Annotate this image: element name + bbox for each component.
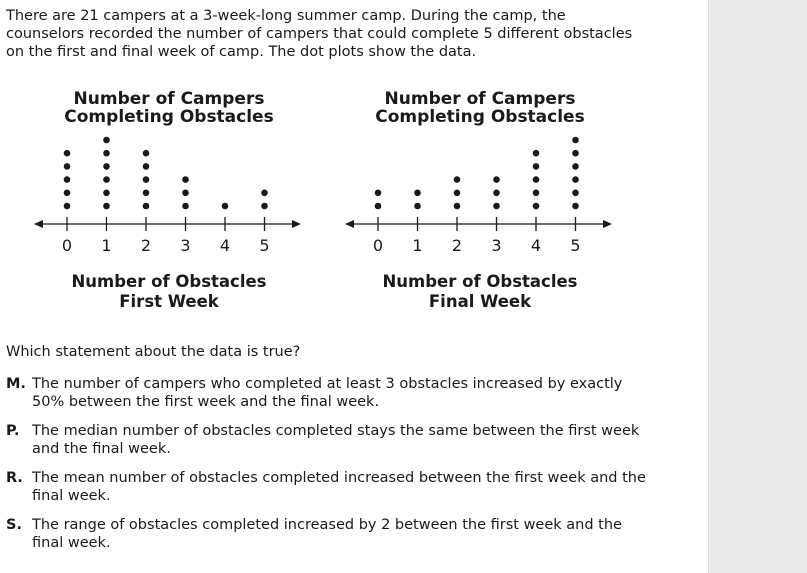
data-dot (261, 190, 268, 197)
data-dot (103, 150, 110, 157)
x-tick-label: 3 (180, 236, 191, 255)
data-dot (64, 150, 71, 157)
x-tick-label: 2 (451, 236, 463, 255)
data-dot (572, 137, 579, 144)
data-dot (375, 190, 382, 197)
choice-letter: R. (6, 470, 23, 486)
choice-text: The median number of obstacles completed stays the same between the first week and the final week. (32, 423, 640, 457)
x-tick-label: 1 (101, 236, 112, 255)
data-dot (414, 203, 421, 210)
first-week-dot-plot (24, 90, 314, 315)
choice-text: The mean number of obstacles completed increased between the first week and the final week. (32, 470, 646, 504)
axis-arrow-right (603, 220, 612, 228)
data-dot (143, 176, 150, 183)
data-dot (414, 190, 421, 197)
data-dot (103, 163, 110, 170)
choice-s[interactable] (6, 516, 656, 552)
right-side-panel (708, 0, 807, 573)
data-dot (572, 150, 579, 157)
data-dot (261, 203, 268, 210)
chart-title-line-1: Number of Campers (384, 89, 576, 109)
data-dot (182, 203, 189, 210)
data-dot (533, 176, 540, 183)
axis-arrow-left (34, 220, 43, 228)
data-dot (454, 190, 461, 197)
data-dot (103, 137, 110, 144)
data-dot (493, 176, 500, 183)
choice-text: The number of campers who completed at least 3 obstacles increased by exactly 50% between the first week and the final week. (32, 376, 623, 410)
final-week-dot-plot (335, 90, 625, 315)
data-dot (143, 163, 150, 170)
data-dot (572, 203, 579, 210)
choice-text: The range of obstacles completed increased by 2 between the first week and the final week. (32, 517, 622, 551)
dot-plot-svg (335, 90, 625, 270)
choice-letter: P. (6, 423, 20, 439)
choice-letter: M. (6, 376, 26, 392)
x-axis-title-line-1: Number of Obstacles (71, 272, 267, 291)
x-axis-title-line-2: Final Week (428, 292, 532, 311)
x-tick-label: 0 (61, 236, 73, 255)
answer-choices (6, 375, 656, 563)
data-dot (64, 203, 71, 210)
x-tick-label: 4 (219, 236, 231, 255)
data-dot (572, 176, 579, 183)
x-axis-title (335, 272, 625, 312)
data-dot (222, 203, 229, 210)
chart-title-line-2: Completing Obstacles (375, 107, 585, 127)
choice-r[interactable] (6, 469, 656, 505)
data-dot (493, 203, 500, 210)
data-dot (143, 203, 150, 210)
data-dot (493, 190, 500, 197)
x-axis-title (24, 272, 314, 312)
data-dot (375, 203, 382, 210)
x-tick-label: 4 (530, 236, 542, 255)
dot-plot-svg (24, 90, 314, 270)
x-tick-label: 2 (140, 236, 152, 255)
data-dot (454, 176, 461, 183)
x-axis-title-line-2: First Week (119, 292, 219, 311)
data-dot (143, 150, 150, 157)
data-dot (103, 190, 110, 197)
data-dot (103, 203, 110, 210)
data-dot (572, 190, 579, 197)
problem-intro: There are 21 campers at a 3-week-long summer camp. During the camp, the counselors recorded the number of campers that could complete 5 different obstacles on the first and final week of camp. The dot plots show the data. (6, 8, 633, 60)
data-dot (64, 176, 71, 183)
choice-letter: S. (6, 517, 22, 533)
data-dot (64, 190, 71, 197)
data-dot (533, 163, 540, 170)
data-dot (572, 163, 579, 170)
choice-p[interactable] (6, 422, 656, 458)
data-dot (182, 190, 189, 197)
data-dot (182, 176, 189, 183)
axis-arrow-left (345, 220, 354, 228)
x-tick-label: 3 (491, 236, 502, 255)
x-tick-label: 5 (570, 236, 581, 255)
x-axis-title-line-1: Number of Obstacles (382, 272, 578, 291)
x-tick-label: 1 (412, 236, 423, 255)
data-dot (103, 176, 110, 183)
data-dot (64, 163, 71, 170)
data-dot (454, 203, 461, 210)
x-tick-label: 0 (372, 236, 384, 255)
chart-title-line-2: Completing Obstacles (64, 107, 274, 127)
question-text: Which statement about the data is true? (6, 344, 301, 360)
axis-arrow-right (292, 220, 301, 228)
choice-m[interactable] (6, 375, 656, 411)
data-dot (533, 203, 540, 210)
data-dot (533, 190, 540, 197)
chart-title-line-1: Number of Campers (73, 89, 265, 109)
x-tick-label: 5 (259, 236, 270, 255)
data-dot (143, 190, 150, 197)
data-dot (533, 150, 540, 157)
